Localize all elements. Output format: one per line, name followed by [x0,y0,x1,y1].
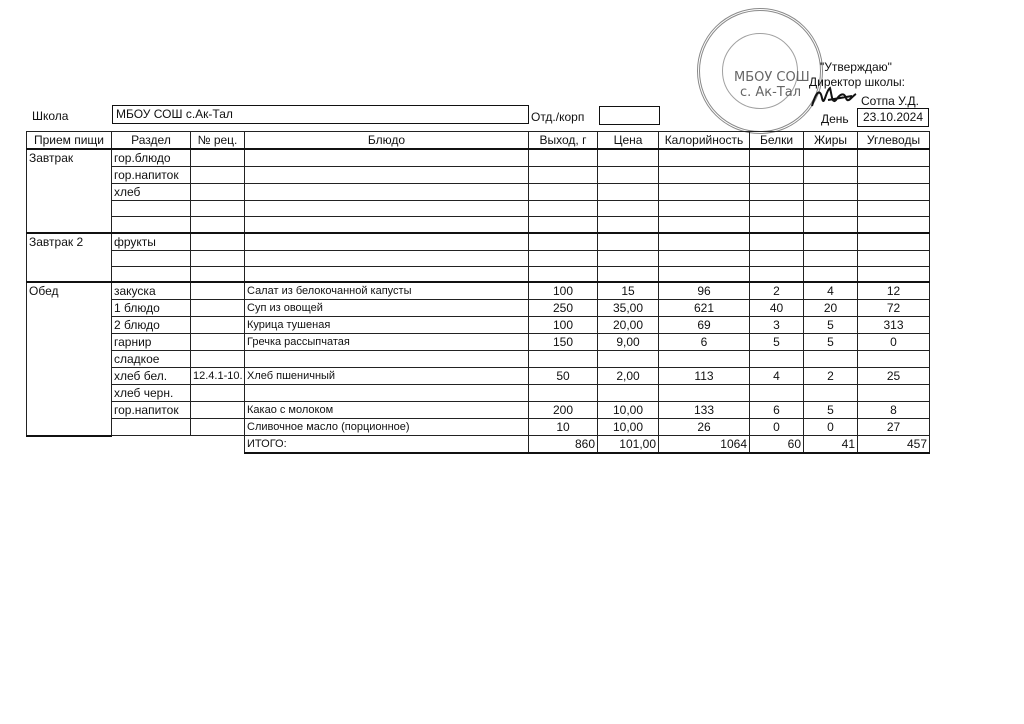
razdel-cell [112,419,191,436]
dish-cell [245,184,529,201]
b-cell [750,351,804,368]
rec-cell [191,385,245,402]
zh-cell [804,167,858,184]
razdel-cell: хлеб [112,184,191,201]
rec-cell [191,250,245,266]
u-cell [858,250,930,266]
out-cell [529,149,598,167]
razdel-cell [112,266,191,282]
razdel-cell: хлеб черн. [112,385,191,402]
dish-cell: Курица тушеная [245,317,529,334]
dish-cell [245,149,529,167]
out-cell: 50 [529,368,598,385]
b-cell [750,149,804,167]
dept-field [599,106,660,125]
table-row [27,201,930,217]
price-cell: 10,00 [598,402,659,419]
table-header-row [27,132,930,150]
out-cell [529,233,598,251]
zh-cell [804,217,858,233]
date-value: 23.10.2024 [862,110,924,124]
meal-cell: Завтрак 2 [27,233,112,283]
table-row [27,266,930,282]
cal-cell [659,201,750,217]
total-b-cell: 60 [750,436,804,454]
cal-cell: 621 [659,300,750,317]
col-header: Прием пищи [27,132,112,150]
out-cell: 250 [529,300,598,317]
cal-cell: 6 [659,334,750,351]
price-cell [598,266,659,282]
out-cell [529,266,598,282]
u-cell [858,351,930,368]
b-cell [750,266,804,282]
table-row [27,149,930,167]
b-cell: 3 [750,317,804,334]
razdel-cell: гор.напиток [112,402,191,419]
rec-cell [191,233,245,251]
u-cell [858,266,930,282]
out-cell [529,385,598,402]
total-zh-cell: 41 [804,436,858,454]
b-cell: 0 [750,419,804,436]
out-cell [529,167,598,184]
dish-cell: Суп из овощей [245,300,529,317]
col-header: Блюдо [245,132,529,150]
b-cell: 2 [750,282,804,300]
out-cell [529,217,598,233]
price-cell [598,233,659,251]
rec-cell [191,300,245,317]
b-cell: 6 [750,402,804,419]
meal-cell: Обед [27,282,112,436]
dish-cell: Сливочное масло (порционное) [245,419,529,436]
cal-cell [659,167,750,184]
dish-cell: Хлеб пшеничный [245,368,529,385]
price-cell [598,149,659,167]
price-cell: 2,00 [598,368,659,385]
zh-cell: 4 [804,282,858,300]
menu-table [26,131,930,454]
cal-cell [659,149,750,167]
total-blank-cell [27,436,245,454]
day-label: День [821,112,849,126]
table-row [27,167,930,184]
price-cell [598,385,659,402]
dish-cell [245,266,529,282]
out-cell [529,184,598,201]
zh-cell: 20 [804,300,858,317]
table-row [27,351,930,368]
dish-cell [245,385,529,402]
zh-cell [804,266,858,282]
razdel-cell: хлеб бел. [112,368,191,385]
razdel-cell: гор.блюдо [112,149,191,167]
price-cell: 10,00 [598,419,659,436]
dish-cell: Салат из белокочанной капусты [245,282,529,300]
b-cell [750,167,804,184]
price-cell [598,250,659,266]
director-name: Сотпа У.Д. [861,94,919,108]
school-seal-stamp [697,8,823,134]
table-row [27,233,930,251]
col-header: Жиры [804,132,858,150]
zh-cell: 5 [804,317,858,334]
out-cell: 100 [529,317,598,334]
zh-cell: 0 [804,419,858,436]
col-header: Калорийность [659,132,750,150]
table-row [27,334,930,351]
u-cell: 25 [858,368,930,385]
rec-cell [191,419,245,436]
u-cell: 313 [858,317,930,334]
price-cell: 20,00 [598,317,659,334]
cal-cell: 69 [659,317,750,334]
meal-cell: Завтрак [27,149,112,233]
table-row [27,419,930,436]
price-cell [598,351,659,368]
table-row [27,368,930,385]
b-cell: 5 [750,334,804,351]
col-header: Углеводы [858,132,930,150]
out-cell [529,351,598,368]
price-cell [598,201,659,217]
rec-cell: 12.4.1-10. [191,368,245,385]
rec-cell [191,167,245,184]
approve-label: "Утверждаю" [820,60,892,74]
price-cell: 9,00 [598,334,659,351]
table-row [27,184,930,201]
price-cell: 35,00 [598,300,659,317]
out-cell: 100 [529,282,598,300]
rec-cell [191,317,245,334]
table-row [27,300,930,317]
total-u-cell: 457 [858,436,930,454]
col-header: Цена [598,132,659,150]
rec-cell [191,217,245,233]
rec-cell [191,351,245,368]
razdel-cell: гарнир [112,334,191,351]
rec-cell [191,201,245,217]
cal-cell [659,233,750,251]
school-value: МБОУ СОШ с.Ак-Тал [116,107,233,121]
u-cell [858,201,930,217]
zh-cell [804,351,858,368]
dept-label: Отд./корп [531,110,585,124]
b-cell [750,385,804,402]
date-field [857,108,929,127]
u-cell: 27 [858,419,930,436]
out-cell [529,201,598,217]
school-label: Школа [32,109,69,123]
b-cell [750,217,804,233]
u-cell [858,184,930,201]
cal-cell [659,385,750,402]
zh-cell [804,250,858,266]
col-header: № рец. [191,132,245,150]
signature-icon [808,82,864,112]
out-cell: 200 [529,402,598,419]
rec-cell [191,334,245,351]
u-cell [858,217,930,233]
dish-cell: Какао с молоком [245,402,529,419]
zh-cell: 5 [804,334,858,351]
u-cell [858,385,930,402]
dish-cell: Гречка рассыпчатая [245,334,529,351]
total-label-cell: ИТОГО: [245,436,529,454]
zh-cell [804,385,858,402]
razdel-cell [112,250,191,266]
out-cell: 150 [529,334,598,351]
price-cell: 15 [598,282,659,300]
out-cell [529,250,598,266]
razdel-cell [112,217,191,233]
razdel-cell: закуска [112,282,191,300]
u-cell: 0 [858,334,930,351]
table-row [27,250,930,266]
u-cell: 12 [858,282,930,300]
dish-cell [245,217,529,233]
dish-cell [245,201,529,217]
table-row [27,317,930,334]
b-cell: 40 [750,300,804,317]
price-cell [598,184,659,201]
table-row [27,385,930,402]
table-row [27,282,930,300]
school-field [112,105,529,124]
razdel-cell: 1 блюдо [112,300,191,317]
u-cell [858,167,930,184]
zh-cell [804,184,858,201]
rec-cell [191,266,245,282]
u-cell: 72 [858,300,930,317]
zh-cell [804,149,858,167]
razdel-cell [112,201,191,217]
razdel-cell: сладкое [112,351,191,368]
b-cell [750,250,804,266]
b-cell [750,201,804,217]
u-cell [858,149,930,167]
dish-cell [245,351,529,368]
u-cell [858,233,930,251]
col-header: Выход, г [529,132,598,150]
b-cell [750,184,804,201]
rec-cell [191,184,245,201]
cal-cell: 96 [659,282,750,300]
total-cal-cell: 1064 [659,436,750,454]
razdel-cell: фрукты [112,233,191,251]
dish-cell [245,233,529,251]
director-label: Директор школы: [809,75,905,89]
b-cell: 4 [750,368,804,385]
rec-cell [191,149,245,167]
cal-cell [659,217,750,233]
price-cell [598,217,659,233]
zh-cell: 2 [804,368,858,385]
stamp-line-2: с. Ак-Тал [740,85,802,100]
price-cell [598,167,659,184]
razdel-cell: 2 блюдо [112,317,191,334]
b-cell [750,233,804,251]
cal-cell [659,184,750,201]
zh-cell [804,233,858,251]
rec-cell [191,282,245,300]
cal-cell [659,266,750,282]
stamp-line-1: МБОУ СОШ [734,70,810,85]
zh-cell [804,201,858,217]
out-cell: 10 [529,419,598,436]
col-header: Белки [750,132,804,150]
col-header: Раздел [112,132,191,150]
total-row [27,436,930,454]
dish-cell [245,250,529,266]
table-row [27,402,930,419]
total-price-cell: 101,00 [598,436,659,454]
cal-cell: 113 [659,368,750,385]
cal-cell: 133 [659,402,750,419]
dish-cell [245,167,529,184]
total-out-cell: 860 [529,436,598,454]
razdel-cell: гор.напиток [112,167,191,184]
cal-cell: 26 [659,419,750,436]
zh-cell: 5 [804,402,858,419]
table-row [27,217,930,233]
u-cell: 8 [858,402,930,419]
cal-cell [659,250,750,266]
cal-cell [659,351,750,368]
rec-cell [191,402,245,419]
